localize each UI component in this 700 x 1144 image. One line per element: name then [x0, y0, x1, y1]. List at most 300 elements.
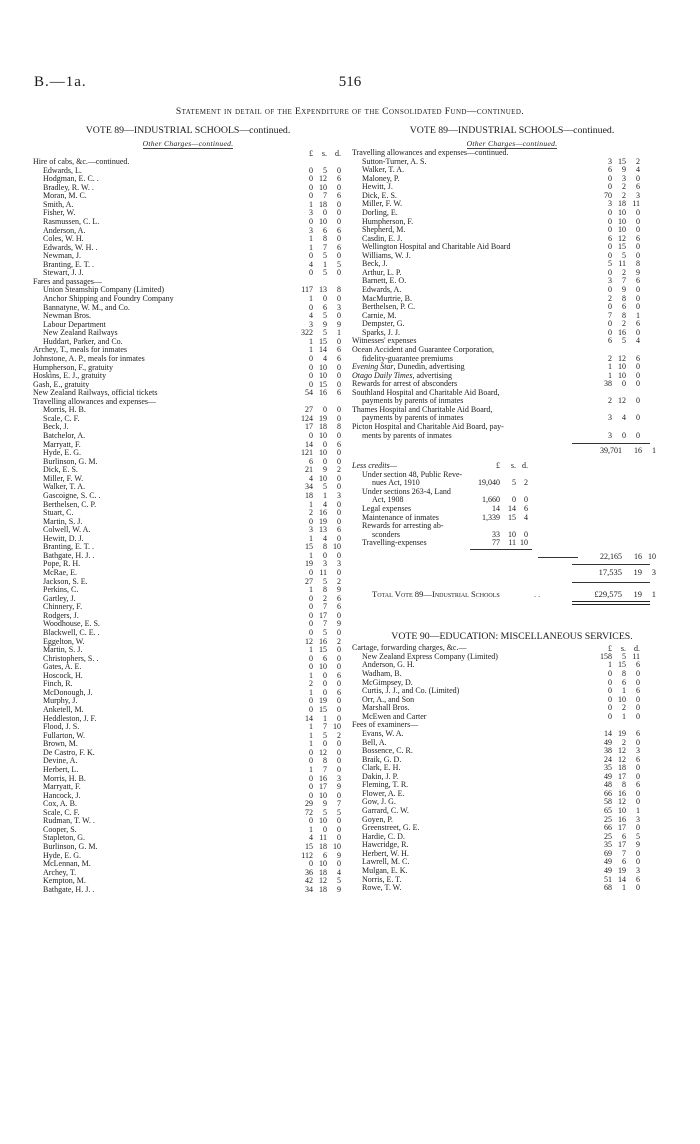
- shillings-cell: 18: [618, 763, 626, 773]
- net-amount: 17,535 19 3: [598, 567, 656, 578]
- pence-cell: 0: [337, 824, 341, 834]
- pounds-cell: 0: [309, 816, 313, 826]
- pounds-cell: 0: [608, 677, 612, 687]
- entry-label: Humpherson, F., gratuity: [33, 363, 114, 372]
- entry-label: Hire of cabs, &c.—continued.: [33, 158, 130, 166]
- pence-cell: 0: [337, 208, 341, 218]
- shillings-cell: 5: [323, 311, 327, 321]
- pence-cell: 6: [337, 670, 341, 680]
- pounds-cell: 1: [309, 585, 313, 595]
- left-ledger-row: [33, 860, 343, 869]
- entry-label: Scale, C. F.: [43, 414, 80, 423]
- entry-amount: [592, 824, 642, 833]
- shillings-cell: 5: [622, 651, 626, 661]
- left-ledger-row: [33, 278, 343, 287]
- left-ledger-row: [33, 723, 343, 732]
- pounds-cell: 6: [608, 336, 612, 346]
- entry-amount: [592, 346, 642, 355]
- entry-label: Gascoigne, S. C. .: [43, 491, 101, 500]
- left-ledger-row: [33, 372, 343, 381]
- entry-label: Blackwell, C. E. .: [43, 628, 100, 637]
- credit-s: 10: [508, 529, 516, 539]
- shillings-cell: 10: [319, 371, 327, 381]
- pence-cell: 0: [636, 362, 640, 372]
- left-ledger-row: [33, 629, 343, 638]
- entry-label: Cartage, forwarding charges, &c.—: [352, 644, 467, 653]
- pounds-cell: 4: [309, 473, 313, 483]
- shillings-cell: 13: [319, 525, 327, 535]
- pence-cell: 0: [636, 396, 640, 406]
- shillings-cell: 5: [622, 336, 626, 346]
- shillings-cell: 16: [319, 508, 327, 518]
- left-ledger-row: [33, 329, 343, 338]
- shillings-cell: 10: [618, 362, 626, 372]
- pence-cell: 6: [636, 686, 640, 696]
- shillings-cell: 16: [618, 327, 626, 337]
- left-ledger-row: [33, 252, 343, 261]
- pence-cell: 9: [337, 884, 341, 894]
- entry-label: Witnesses' expenses: [352, 337, 417, 346]
- entry-amount: [592, 209, 642, 218]
- credit-s: 11: [508, 538, 516, 548]
- entry-amount: [592, 781, 642, 790]
- entry-amount: [293, 766, 343, 775]
- shillings-cell: 8: [323, 756, 327, 766]
- entry-label: MacMurtrie, B.: [362, 294, 412, 303]
- entry-label: McDonough, J.: [43, 688, 93, 697]
- pounds-cell: 5: [608, 259, 612, 269]
- shillings-cell: 7: [323, 242, 327, 252]
- pence-cell: 0: [636, 302, 640, 312]
- shillings-cell: 16: [618, 814, 626, 824]
- pence-cell: 0: [337, 499, 341, 509]
- pounds-cell: 0: [309, 302, 313, 312]
- entry-label: Archey, T.: [43, 868, 77, 877]
- entry-amount: [592, 372, 642, 381]
- pounds-cell: 0: [608, 711, 612, 721]
- pence-cell: 0: [636, 823, 640, 833]
- left-ledger-row: [33, 757, 343, 766]
- pounds-cell: 0: [309, 756, 313, 766]
- pounds-cell: 1: [608, 660, 612, 670]
- entry-label: Flower, A. E.: [362, 789, 405, 798]
- pounds-cell: 19: [305, 559, 313, 569]
- pence-cell: 9: [337, 619, 341, 629]
- pounds-cell: 3: [608, 199, 612, 209]
- shillings-cell: 10: [319, 448, 327, 458]
- pounds-cell: 0: [608, 669, 612, 678]
- entry-amount: [293, 475, 343, 484]
- entry-amount: [592, 807, 642, 816]
- pounds-cell: 27: [305, 576, 313, 586]
- pence-cell: 9: [636, 267, 640, 277]
- entry-label: Edwards, A.: [362, 286, 402, 294]
- entry-label: Murphy, J.: [43, 697, 78, 706]
- vote-89-row: [352, 432, 672, 441]
- pounds-cell: 21: [305, 465, 313, 475]
- entry-amount: [293, 749, 343, 758]
- entry-amount: [592, 286, 642, 295]
- left-ledger-row: [33, 560, 343, 569]
- shillings-cell: 0: [323, 687, 327, 697]
- left-ledger-row: [33, 175, 343, 184]
- pounds-cell: 66: [604, 788, 612, 798]
- shillings-cell: 6: [622, 831, 626, 841]
- credit-row: [352, 539, 672, 548]
- pence-cell: 6: [636, 233, 640, 243]
- left-ledger-row: [33, 312, 343, 321]
- pence-cell: 0: [337, 627, 341, 637]
- entry-label: Maloney, P.: [362, 174, 400, 183]
- pounds-cell: 14: [305, 713, 313, 723]
- entry-label: Heddleston, J. F.: [43, 714, 97, 723]
- left-ledger-row: [33, 209, 343, 218]
- entry-label: Arthur, L. P.: [362, 268, 402, 277]
- pounds-cell: 121: [301, 448, 313, 458]
- pence-cell: 6: [337, 525, 341, 535]
- shillings-cell: 1: [323, 713, 327, 723]
- shillings-cell: 0: [323, 456, 327, 466]
- pounds-cell: 42: [305, 876, 313, 886]
- shillings-cell: 19: [618, 728, 626, 738]
- pence-cell: 0: [337, 662, 341, 672]
- pence-cell: 0: [337, 448, 341, 458]
- shillings-cell: 13: [319, 285, 327, 295]
- credit-d: 2: [524, 478, 528, 488]
- entry-label: Cooper, S.: [43, 825, 77, 834]
- pence-cell: 0: [636, 763, 640, 773]
- left-ledger-row: [33, 826, 343, 835]
- pence-cell: 9: [337, 585, 341, 595]
- left-ledger-row: [33, 492, 343, 501]
- entry-label: Berthelsen, C. P.: [43, 500, 97, 509]
- left-ledger-row: [33, 295, 343, 304]
- entry-label: Braik, G. D.: [362, 755, 402, 764]
- pounds-cell: 0: [309, 773, 313, 783]
- entry-label: Newman Bros.: [43, 312, 91, 321]
- pence-cell: 0: [337, 405, 341, 415]
- entry-amount: [293, 629, 343, 638]
- entry-amount: [592, 696, 642, 705]
- left-ledger-row: [33, 321, 343, 330]
- pence-cell: 2: [337, 730, 341, 740]
- entry-label: Rudman, T. W. .: [43, 817, 95, 826]
- pounds-cell: 72: [305, 807, 313, 817]
- pounds-cell: 15: [305, 842, 313, 851]
- left-ledger-row: [33, 338, 343, 347]
- entry-label: Southland Hospital and Charitable Aid Board,: [352, 388, 500, 397]
- pounds-cell: 0: [309, 627, 313, 637]
- entry-label: Martin, S. J.: [43, 517, 83, 526]
- pence-cell: 0: [337, 379, 341, 389]
- entry-amount: [293, 209, 343, 218]
- entry-amount: [592, 876, 642, 885]
- entry-label: Anderson, A.: [43, 226, 86, 235]
- shillings-cell: 8: [323, 234, 327, 244]
- pounds-cell: 38: [604, 746, 612, 756]
- entry-amount: [592, 653, 642, 662]
- entry-amount: [592, 730, 642, 739]
- credit-label: Travelling-expenses: [362, 538, 427, 548]
- entry-label: Goyen, P.: [362, 815, 393, 824]
- left-ledger-row: [33, 244, 343, 253]
- entry-label: Rasmussen, C. L.: [43, 217, 100, 226]
- entry-amount: [592, 320, 642, 329]
- pence-cell: 0: [337, 508, 341, 518]
- pounds-cell: 65: [604, 806, 612, 815]
- pounds-cell: 49: [604, 737, 612, 747]
- pounds-cell: 0: [608, 216, 612, 226]
- pence-cell: 0: [337, 473, 341, 483]
- left-ledger-row: [33, 817, 343, 826]
- shillings-cell: 0: [323, 550, 327, 560]
- entry-amount: [293, 800, 343, 809]
- left-ledger-row: [33, 235, 343, 244]
- shillings-cell: 5: [323, 165, 327, 175]
- pounds-cell: 54: [305, 388, 313, 398]
- left-ledger-row: [33, 158, 343, 167]
- pounds-cell: 0: [608, 267, 612, 277]
- shillings-cell: 6: [323, 302, 327, 312]
- pence-cell: 0: [337, 747, 341, 757]
- entry-amount: [592, 295, 642, 304]
- shillings-cell: 5: [323, 268, 327, 278]
- shillings-cell: 2: [622, 190, 626, 200]
- entry-amount: [293, 509, 343, 518]
- entry-label: Hardie, C. D.: [362, 832, 405, 841]
- left-ledger-row: [33, 526, 343, 535]
- pence-cell: 6: [337, 388, 341, 398]
- shillings-cell: 5: [323, 576, 327, 586]
- pence-cell: 6: [636, 353, 640, 363]
- pounds-cell: 2: [608, 293, 612, 303]
- pence-cell: 6: [337, 353, 341, 363]
- shillings-cell: 9: [622, 285, 626, 294]
- shillings-cell: 12: [618, 396, 626, 406]
- pence-cell: 7: [337, 799, 341, 809]
- entry-label: Perkins, C.: [43, 586, 79, 595]
- pounds-cell: 0: [309, 362, 313, 372]
- pence-cell: 0: [337, 679, 341, 689]
- pence-cell: 5: [337, 807, 341, 817]
- pence-cell: 9: [337, 319, 341, 329]
- pounds-cell: 1: [309, 294, 313, 303]
- entry-label: Beck, J.: [362, 260, 388, 269]
- entry-amount: [293, 809, 343, 818]
- other-charges-heading: Other Charges—continued.: [142, 139, 234, 148]
- entry-amount: [293, 663, 343, 672]
- entry-amount: [293, 381, 343, 390]
- pence-cell: 0: [337, 653, 341, 663]
- pounds-cell: 36: [305, 867, 313, 877]
- entry-amount: [293, 740, 343, 749]
- pence-cell: 0: [636, 379, 640, 389]
- pence-cell: 10: [333, 722, 341, 732]
- currency-header-vote-90: £ s. d.: [608, 644, 640, 654]
- statement-heading: Statement in detail of the Expenditure of the Consolidated Fund—continued.: [175, 106, 525, 117]
- credit-d: 6: [524, 503, 528, 513]
- pence-cell: 2: [337, 465, 341, 475]
- left-ledger-row: [33, 783, 343, 792]
- shillings-cell: 18: [618, 199, 626, 209]
- pounds-cell: 58: [604, 797, 612, 807]
- entry-amount: [592, 363, 642, 372]
- shillings-cell: 19: [319, 516, 327, 526]
- entry-amount: [293, 235, 343, 244]
- entry-label: Casdin, E. J.: [362, 234, 403, 243]
- pounds-cell: 0: [309, 619, 313, 629]
- entry-label: Travelling allowances and expenses—continued.: [352, 149, 509, 157]
- entry-amount: [293, 372, 343, 381]
- left-ledger-row: [33, 612, 343, 621]
- credits-total: 22,165 16 10: [352, 552, 672, 562]
- entry-label: McRae, E.: [43, 569, 77, 577]
- entry-amount: [592, 867, 642, 876]
- pounds-cell: 1: [309, 533, 313, 543]
- entry-amount: [592, 841, 642, 850]
- credit-s: 15: [508, 512, 516, 522]
- entry-amount: [293, 680, 343, 689]
- pounds-cell: 51: [604, 874, 612, 884]
- entry-label: Thames Hospital and Charitable Aid Board,: [352, 405, 493, 414]
- shillings-cell: 0: [323, 294, 327, 303]
- pence-cell: 0: [337, 199, 341, 209]
- shillings-cell: 1: [622, 883, 626, 893]
- credit-label: sconders: [372, 529, 400, 539]
- pounds-cell: 7: [608, 310, 612, 320]
- shillings-cell: 8: [323, 585, 327, 595]
- entry-label: Wellington Hospital and Charitable Aid Board: [362, 243, 511, 252]
- entry-label: Hewitt, J.: [362, 183, 393, 192]
- entry-label: Burlinson, G. M.: [43, 843, 98, 851]
- credit-d: 10: [520, 538, 528, 548]
- pence-cell: 6: [337, 602, 341, 612]
- vote-90-row: [352, 884, 672, 893]
- pounds-cell: 0: [608, 686, 612, 696]
- shillings-cell: 11: [319, 833, 327, 843]
- vote-89-row: [352, 414, 672, 423]
- shillings-cell: 2: [622, 703, 626, 713]
- left-ledger-row: [33, 415, 343, 424]
- shillings-cell: 10: [319, 182, 327, 192]
- entry-label: Gates, A. E.: [43, 663, 82, 672]
- entry-amount: [592, 713, 642, 722]
- entry-label: Rowe, T. W.: [362, 884, 402, 893]
- entry-label: Norris, E. T.: [362, 875, 402, 884]
- left-ledger-row: [33, 509, 343, 518]
- entry-label: payments by parents of inmates: [362, 414, 464, 423]
- shillings-cell: 12: [319, 747, 327, 757]
- pounds-cell: 29: [305, 799, 313, 809]
- left-ledger-row: [33, 304, 343, 313]
- credit-label: nues Act, 1910: [372, 478, 420, 488]
- shillings-cell: 12: [618, 797, 626, 807]
- pounds-cell: 18: [305, 490, 313, 500]
- entry-label: Fullarton, W.: [43, 731, 86, 740]
- entry-label: Sutton-Turner, A. S.: [362, 157, 427, 166]
- entry-amount: [293, 817, 343, 826]
- left-ledger-row: [33, 475, 343, 484]
- pence-cell: 6: [337, 593, 341, 603]
- left-ledger-row: [33, 543, 343, 552]
- left-ledger-row: [33, 501, 343, 510]
- entry-label: Colwell, W. A.: [43, 526, 91, 535]
- entry-label: Eggelton, W.: [43, 637, 85, 646]
- entry-amount: [592, 149, 642, 158]
- entry-amount: [592, 355, 642, 364]
- entry-amount: [293, 184, 343, 193]
- shillings-cell: 10: [618, 806, 626, 815]
- entry-amount: [592, 704, 642, 713]
- pence-cell: 3: [337, 559, 341, 569]
- pence-cell: 0: [337, 533, 341, 543]
- entry-label: Batchelor, A.: [43, 432, 86, 440]
- shillings-cell: 10: [319, 216, 327, 226]
- pounds-cell: 0: [309, 782, 313, 792]
- shillings-cell: 1: [323, 259, 327, 269]
- shillings-cell: 2: [622, 267, 626, 277]
- pounds-cell: 6: [608, 165, 612, 175]
- entry-label: Marryatt, F.: [43, 783, 81, 792]
- pounds-cell: 3: [309, 225, 313, 235]
- shillings-cell: 18: [319, 199, 327, 209]
- pounds-cell: 0: [608, 703, 612, 713]
- entry-amount: [293, 569, 343, 578]
- entry-amount: [592, 670, 642, 679]
- entry-amount: [293, 295, 343, 304]
- entry-label: Lawrell, M. C.: [362, 858, 410, 867]
- pence-cell: 6: [337, 439, 341, 449]
- shillings-cell: 0: [323, 405, 327, 415]
- pounds-cell: 1: [309, 730, 313, 740]
- left-ledger-row: [33, 201, 343, 210]
- shillings-cell: 8: [622, 293, 626, 303]
- vote-89-ledger-rows: [352, 149, 672, 440]
- left-ledger-row: [33, 732, 343, 741]
- entry-label: Herbert, W. H.: [362, 849, 409, 858]
- pence-cell: 6: [636, 728, 640, 738]
- entry-label: Hyde, E. G.: [43, 851, 81, 860]
- pounds-cell: 1: [309, 499, 313, 509]
- pounds-cell: 3: [309, 208, 313, 218]
- credit-s: 0: [512, 495, 516, 505]
- entry-label: Dakin, J. P.: [362, 772, 399, 781]
- entry-amount: [293, 252, 343, 261]
- shillings-cell: 2: [622, 737, 626, 747]
- entry-amount: [293, 192, 343, 201]
- entry-label: Dorling, E.: [362, 208, 398, 217]
- pounds-cell: 0: [309, 790, 313, 800]
- pounds-cell: 0: [309, 602, 313, 612]
- entry-amount: [293, 364, 343, 373]
- entry-amount: [293, 603, 343, 612]
- shillings-cell: 5: [323, 627, 327, 637]
- entry-amount: [592, 661, 642, 670]
- left-ledger-row: [33, 877, 343, 886]
- pounds-cell: 112: [301, 850, 313, 860]
- pounds-cell: 0: [309, 353, 313, 363]
- right-column: [352, 124, 672, 893]
- entry-label: payments by parents of inmates: [362, 397, 464, 406]
- credit-col-p: £: [496, 461, 500, 471]
- pence-cell: 1: [636, 310, 640, 320]
- entry-label: Curtis, J. J., and Co. (Limited): [362, 687, 460, 696]
- shillings-cell: 17: [618, 840, 626, 850]
- left-ledger-row: [33, 852, 343, 861]
- pence-cell: 11: [632, 199, 640, 209]
- entry-label: Hancock, J.: [43, 791, 81, 800]
- pence-cell: 0: [337, 165, 341, 175]
